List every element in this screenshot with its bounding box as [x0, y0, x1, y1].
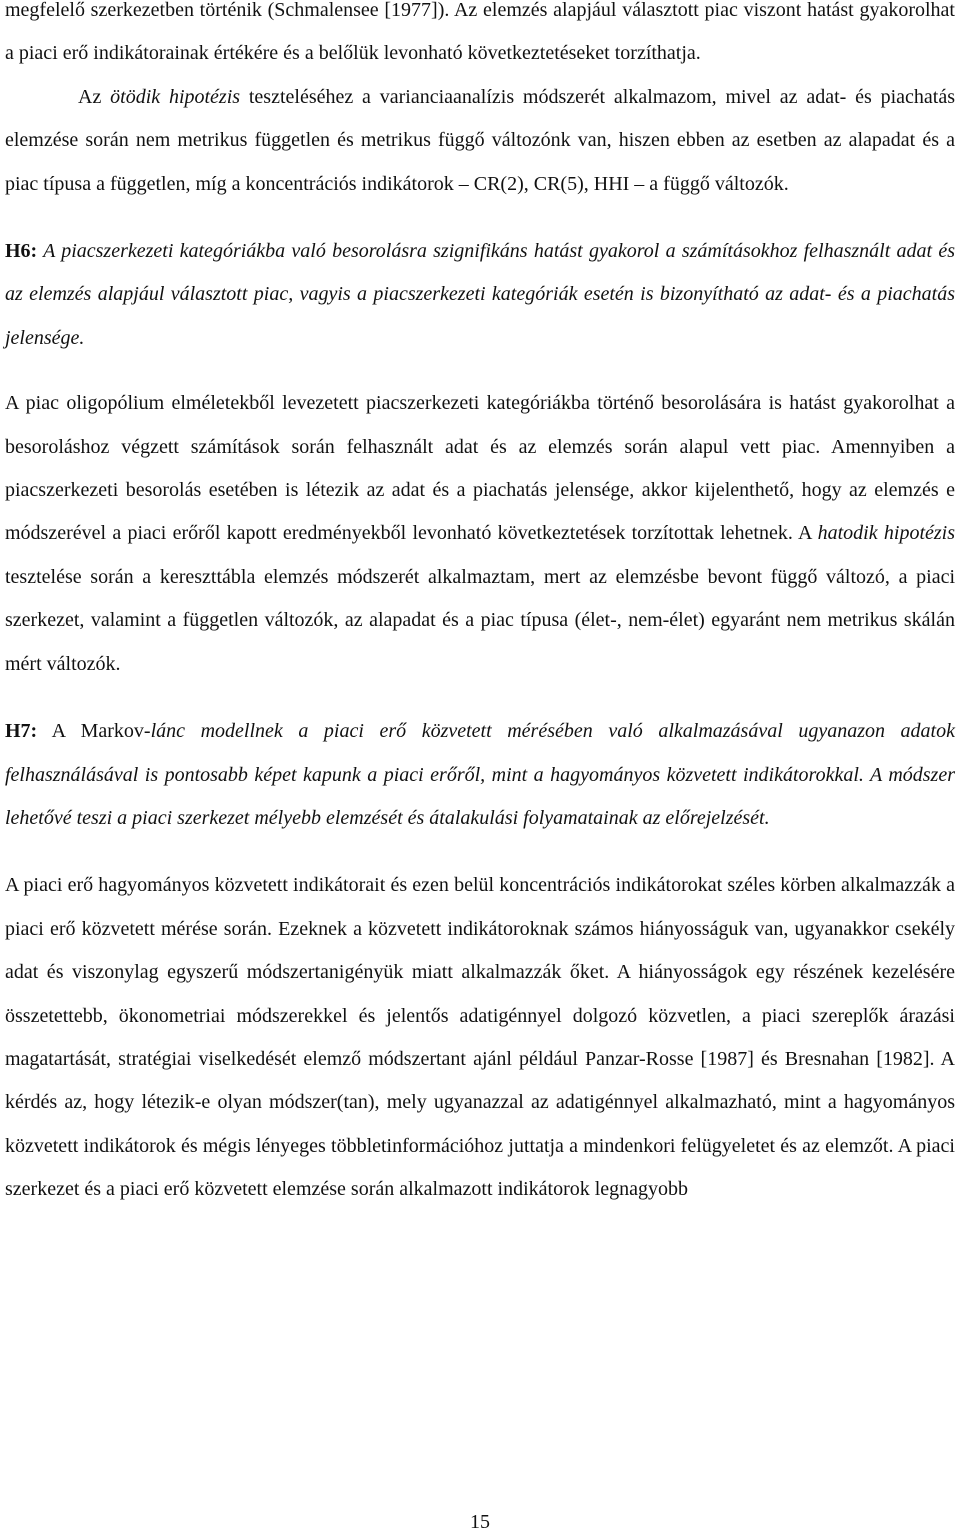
paragraph-indicators: A piaci erő hagyományos közvetett indikátorait és ezen belül koncentrációs indikátorokat széles körben alkalmazzák a piaci erő közvetett mérése során. Ezeknek a közvetett indikátoroknak számos hiányosságuk van, ugyanakkor csekély adat és viszonylag egyszerű módszertanigényük miatt alkalmazzák őket. A hiányosságok egy részének kezelésére összetettebb, ökonometriai módszerekkel és jelentős adatigénnyel dolgozó közvetlen, a piaci szereplők árazási magatartását, stratégiai viselkedését elemző módszertant ajánl például Panzar-Rosse [1987] és Bresnahan [1982]. A kérdés az, hogy létezik-e olyan módszer(tan), mely ugyanazzal az adatigénnyel alkalmazható, mint a hagyományos közvetett indikátorok és mégis lényeges többletinformációhoz juttatja a mindenkori felügyeletet és az elemzőt. A piaci szerkezet és a piaci erő közvetett elemzése során alkalmazott indikátorok legnagyobb [5, 874, 955, 1201]
fifth-hypothesis-emphasis: ötödik hipotézis [110, 85, 241, 108]
hypothesis-h6-text: A piacszerkezeti kategóriákba való besorolásra szignifikáns hatást gyakorol a számításokhoz felhasznált adat és az elemzés alapjául választott piac, vagyis a piacszerkezeti kategóriák esetén is bizonyítható az adat- és a piachatás jelensége. [5, 240, 955, 349]
paragraph-sixth-hypothesis-pre: A piac oligopólium elméletekből levezetett piacszerkezeti kategóriákba történő besorolására is hatást gyakorolhat a besoroláshoz végzett számítások során felhasznált adat és az elemzés során alapul vett piac. Amennyiben a piacszerkezeti besorolás esetében is létezik az adat és a piachatás jelensége, akkor kijelenthető, hogy az elemzés e módszerével a piaci erőről kapott eredményekből levonható következtetések torzítottak lehetnek. A [5, 392, 955, 545]
hypothesis-h7-text: lánc modellnek a piaci erő közvetett mérésében való alkalmazásával ugyanazon adatok felhasználásával is pontosabb képet kapunk a piaci erőről, mint a hagyományos közvetett indikátorokkal. A módszer lehetővé teszi a piaci szerkezet mélyebb elemzését és átalakulási folyamatainak az előrejelzését. [5, 720, 955, 829]
paragraph-fifth-hypothesis-post: teszteléséhez a varianciaanalízis módszerét alkalmazom, mivel az adat- és piachatás elemzése során nem metrikus független és metrikus függő változónk van, hiszen ebben az esetben az alapadat és a piac típusa a független, míg a koncentrációs indikátorok – CR(2), CR(5), HHI – a függő változók. [5, 85, 956, 195]
paragraph-fifth-hypothesis-pre: Az [78, 85, 111, 108]
sixth-hypothesis-emphasis: hatodik hipotézis [817, 522, 956, 545]
document-page [5, 0, 955, 1212]
paragraph-sixth-hypothesis [5, 382, 955, 686]
page-number: 15 [470, 1511, 490, 1533]
hypothesis-h6-label: H6: [5, 240, 38, 263]
hypothesis-h7-label: H7: [5, 720, 38, 743]
paragraph-sixth-hypothesis-post: tesztelése során a kereszttábla elemzés módszerét alkalmaztam, mert az elemzésbe bevont függő változó, a piaci szerkezet, valamint a független változók, az alapadat és a piac típusa (élet-, nem-élet) egyaránt nem metrikus skálán mért változók. [5, 565, 955, 675]
paragraph-fifth-hypothesis [5, 76, 955, 206]
hypothesis-h7-upright: A Markov- [37, 720, 151, 743]
hypothesis-h7 [5, 710, 955, 840]
hypothesis-h6 [5, 230, 955, 360]
paragraph-intro: megfelelő szerkezetben történik (Schmalensee [1977]). Az elemzés alapjául választott piac viszont hatást gyakorolhat a piaci erő indikátorainak értékére és a belőlük levonható következtetéseket torzíthatja. [5, 0, 955, 65]
